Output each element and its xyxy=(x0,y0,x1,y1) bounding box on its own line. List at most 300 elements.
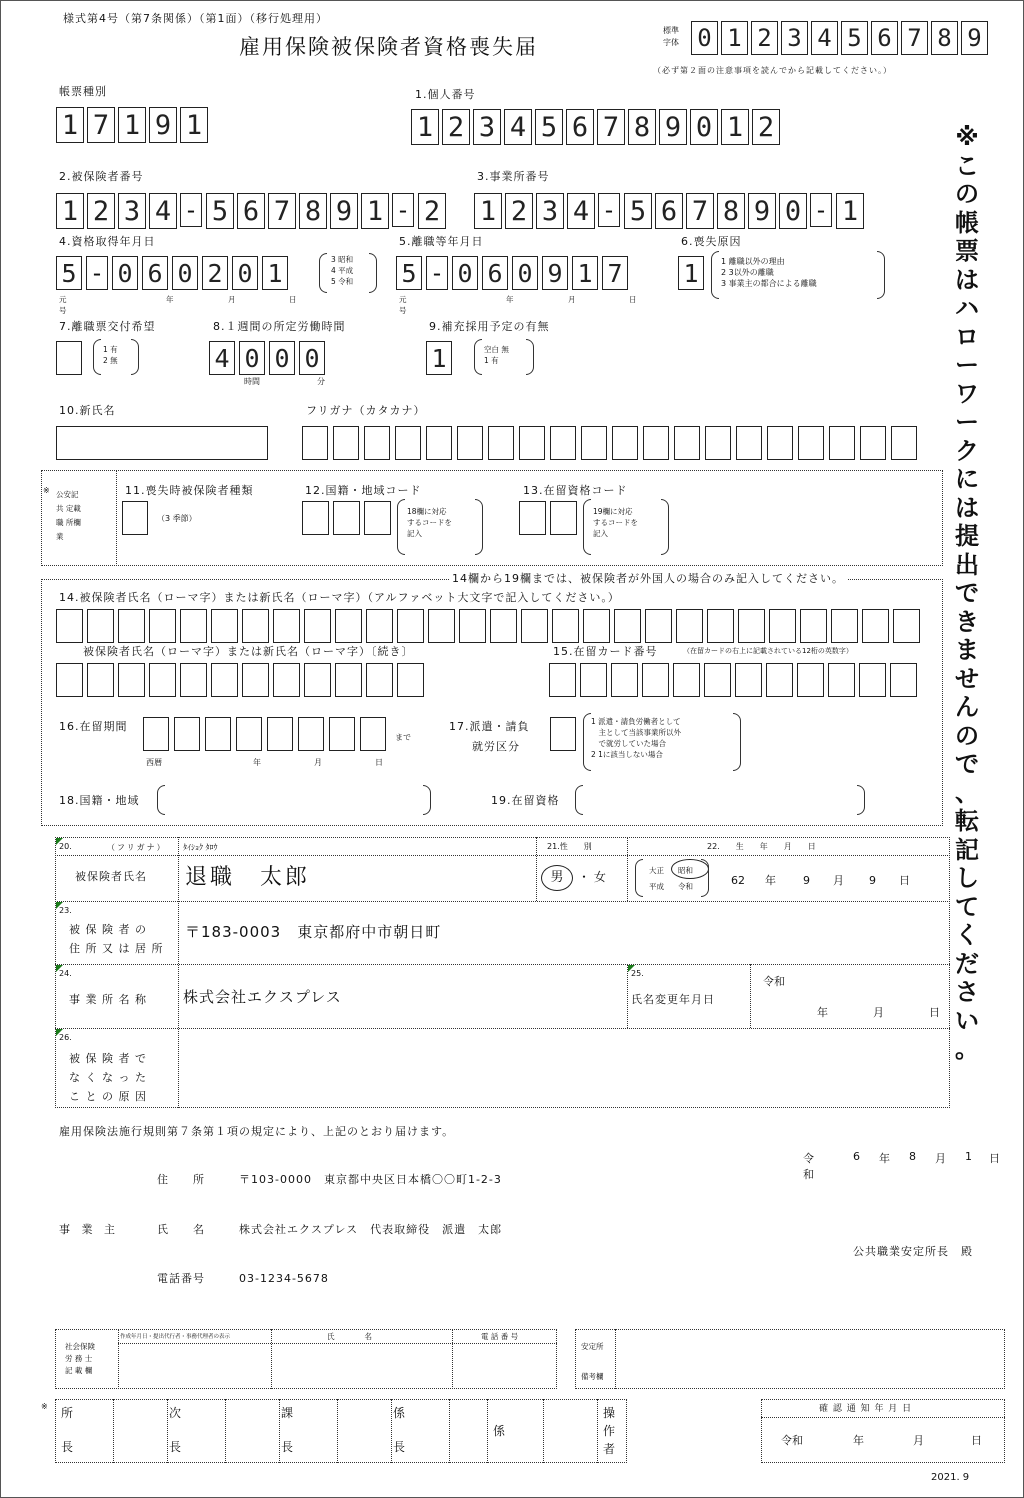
option-line: 1 離職以外の理由 xyxy=(721,257,785,266)
chg-y: 年 xyxy=(817,1006,828,1019)
date-sub: 月 xyxy=(228,295,236,304)
roman-char-box[interactable] xyxy=(552,609,579,643)
side-char: で xyxy=(955,750,979,778)
digit-box[interactable]: 5 xyxy=(535,109,563,145)
kana-char-box[interactable] xyxy=(767,426,793,460)
card-char-box[interactable] xyxy=(704,663,731,697)
digit-box[interactable]: 2 xyxy=(418,193,446,229)
roman-char-box[interactable] xyxy=(87,663,114,697)
roman-char-box[interactable] xyxy=(242,663,269,697)
kana-char-box[interactable] xyxy=(550,426,576,460)
option-line: 記入 xyxy=(593,529,608,538)
birth-dd[interactable]: 9 xyxy=(869,874,876,887)
option-line: 職 所欄 xyxy=(56,518,81,527)
period-digit-box[interactable] xyxy=(236,717,262,751)
loss-cause-field[interactable] xyxy=(181,1031,946,1105)
l20: 20. xyxy=(59,842,72,851)
digit-box[interactable]: 9 xyxy=(149,107,177,143)
sep-date-boxes[interactable] xyxy=(396,256,632,290)
digit-box[interactable]: 1 xyxy=(361,193,389,229)
card-char-box[interactable] xyxy=(859,663,886,697)
ao-header-1: 安定所 xyxy=(581,1342,604,1351)
l26: 26. xyxy=(59,1033,72,1042)
kana-header: （フリガナ） xyxy=(107,843,167,852)
personal-no-boxes[interactable] xyxy=(411,109,783,145)
digit-box[interactable]: 2 xyxy=(442,109,470,145)
stamp-label: 者 xyxy=(603,1442,616,1456)
version: 2021. 9 xyxy=(931,1472,970,1483)
card-char-box[interactable] xyxy=(735,663,762,697)
dash-box: - xyxy=(86,256,108,290)
l17-box[interactable] xyxy=(550,717,576,751)
std-digit: 6 xyxy=(871,21,898,55)
digit-box[interactable]: 5 xyxy=(624,193,652,229)
kana-char-box[interactable] xyxy=(302,426,328,460)
card-char-box[interactable] xyxy=(828,663,855,697)
l12-label: 12.国籍・地域コード xyxy=(305,484,422,497)
sr-col-2 xyxy=(271,1329,272,1389)
office-value[interactable]: 株式会社エクスプレス xyxy=(183,988,342,1006)
office-use-labels xyxy=(56,488,111,544)
employer-label: 事 業 主 xyxy=(59,1223,119,1236)
side-char: い xyxy=(955,1006,979,1035)
roman-char-box[interactable] xyxy=(335,663,362,697)
option-line: で就労していた場合 xyxy=(591,739,666,748)
name-value[interactable]: 退職 太郎 xyxy=(185,865,311,890)
confirm-d: 日 xyxy=(971,1434,982,1447)
refill-bracket-r xyxy=(526,339,534,375)
emp-name-value[interactable]: 株式会社エクスプレス 代表取締役 派遣 太郎 xyxy=(239,1223,503,1236)
roman-char-box[interactable] xyxy=(180,609,207,643)
period-digit-box[interactable] xyxy=(360,717,386,751)
side-char: に xyxy=(955,465,979,493)
kana-char-box[interactable] xyxy=(798,426,824,460)
digit-box[interactable]: 5 xyxy=(56,256,82,290)
option-line: するコードを xyxy=(593,518,638,527)
period-digit-box[interactable] xyxy=(143,717,169,751)
col-line-2 xyxy=(536,837,537,901)
side-char: は xyxy=(955,493,979,522)
roman-char-box[interactable] xyxy=(366,663,393,697)
roman-char-box[interactable] xyxy=(180,663,207,697)
side-char: ロ xyxy=(955,322,979,351)
digit-box[interactable]: 3 xyxy=(473,109,501,145)
addr-header-1: 被 保 険 者 の xyxy=(69,923,147,936)
sex-male[interactable]: 男 xyxy=(541,865,573,891)
roman-char-box[interactable] xyxy=(56,609,83,643)
digit-box[interactable]: 1 xyxy=(721,109,749,145)
l16-until: まで xyxy=(395,733,411,742)
digit-box[interactable]: 5 xyxy=(396,256,422,290)
stamp-divider xyxy=(337,1399,338,1463)
side-char: ー xyxy=(955,351,979,379)
side-char: ワ xyxy=(955,379,979,408)
stamp-mark: ※ xyxy=(41,1402,48,1411)
new-name-kana-boxes[interactable] xyxy=(302,426,922,460)
digit-box[interactable]: 1 xyxy=(56,107,84,143)
l17-bracket-l xyxy=(583,713,591,771)
chg-d: 日 xyxy=(929,1006,940,1019)
acq-date-label: 4.資格取得年月日 xyxy=(59,235,156,248)
kana-char-box[interactable] xyxy=(612,426,638,460)
sr-header xyxy=(65,1341,95,1377)
l13-option xyxy=(593,506,638,539)
stamp-label: 次 xyxy=(169,1406,182,1420)
option-line: 1 派遣・請負労働者として xyxy=(591,717,681,726)
sep-slip-box[interactable] xyxy=(56,341,82,375)
roman-char-box[interactable] xyxy=(397,663,424,697)
std-digit: 2 xyxy=(751,21,778,55)
digit-box[interactable]: 1 xyxy=(411,109,439,145)
refill-box[interactable]: 1 xyxy=(426,341,452,375)
dash-box: - xyxy=(180,193,202,227)
digit-box[interactable]: 6 xyxy=(482,256,508,290)
kana-char-box[interactable] xyxy=(581,426,607,460)
tel-label: 電話番号 xyxy=(157,1272,205,1285)
side-char: く xyxy=(955,921,979,949)
period-digit-box[interactable] xyxy=(298,717,324,751)
kana-char-box[interactable] xyxy=(395,426,421,460)
date-sub: 元号 xyxy=(59,295,67,315)
kana-char-box[interactable] xyxy=(364,426,390,460)
sr-row xyxy=(118,1343,557,1344)
roman-char-box[interactable] xyxy=(862,609,889,643)
std-digit: 0 xyxy=(691,21,718,55)
name-change-header: 氏名変更年月日 xyxy=(631,993,715,1006)
kana-char-box[interactable] xyxy=(643,426,669,460)
addr-value[interactable]: 〒183-0003 東京都府中市朝日町 xyxy=(185,923,442,941)
l18-field-r xyxy=(423,785,431,815)
roman-char-box[interactable] xyxy=(676,609,703,643)
era-showa: 昭和 xyxy=(678,866,693,875)
roman-char-box[interactable] xyxy=(645,609,672,643)
office-no-boxes[interactable] xyxy=(474,193,867,229)
option-line: 公安記 xyxy=(56,490,79,499)
roman-char-box[interactable] xyxy=(738,609,765,643)
digit-box[interactable]: 0 xyxy=(172,256,198,290)
birth-yy[interactable]: 62 xyxy=(731,874,745,887)
form-number: 様式第4号（第7条関係）（第1面）（移行処理用） xyxy=(63,12,328,25)
date-sub: 年 xyxy=(166,295,174,304)
stamp-divider xyxy=(113,1399,114,1463)
confirm-header: 確 認 通 知 年 月 日 xyxy=(819,1404,913,1414)
card-char-box[interactable] xyxy=(611,663,638,697)
roman-char-box[interactable] xyxy=(211,663,238,697)
digit-box[interactable]: 2 xyxy=(202,256,228,290)
date-sub: 年 xyxy=(506,295,514,304)
digit-box[interactable]: 6 xyxy=(237,193,265,229)
birth-mm[interactable]: 9 xyxy=(803,874,810,887)
stamp-divider xyxy=(449,1399,450,1463)
roman-char-box[interactable] xyxy=(149,663,176,697)
roman-char-box[interactable] xyxy=(583,609,610,643)
ao-col xyxy=(615,1329,616,1389)
dash-box: - xyxy=(810,193,832,227)
l14-boxes[interactable] xyxy=(56,609,924,643)
l15-label: 15.在留カード番号 xyxy=(553,645,658,658)
digit-box[interactable]: 0 xyxy=(239,341,265,375)
roman-char-box[interactable] xyxy=(304,609,331,643)
digit-box[interactable]: 8 xyxy=(299,193,327,229)
option-line: 主として当該事業所以外 xyxy=(591,728,681,737)
form-type-label: 帳票種別 xyxy=(59,85,107,98)
cause-bracket-l xyxy=(711,251,719,299)
foreign-note: 14欄から19欄までは、被保険者が外国人の場合のみ記入してください。 xyxy=(449,573,847,584)
digit-box[interactable]: 0 xyxy=(269,341,295,375)
period-digit-box[interactable] xyxy=(267,717,293,751)
addressee: 公共職業安定所長 殿 xyxy=(853,1245,973,1258)
digit-box[interactable]: 2 xyxy=(752,109,780,145)
kana-char-box[interactable] xyxy=(860,426,886,460)
roman-char-box[interactable] xyxy=(397,609,424,643)
option-line: 2 1に該当しない場合 xyxy=(591,750,663,759)
roman-char-box[interactable] xyxy=(490,609,517,643)
birth-d: 日 xyxy=(899,874,910,887)
card-char-box[interactable] xyxy=(549,663,576,697)
stamp-label: 課 xyxy=(281,1406,294,1420)
digit-box[interactable]: 7 xyxy=(268,193,296,229)
digit-box[interactable]: 1 xyxy=(474,193,502,229)
roman-char-box[interactable] xyxy=(707,609,734,643)
roman-char-box[interactable] xyxy=(118,663,145,697)
l11-box[interactable] xyxy=(122,501,148,535)
l14b-label: 被保険者氏名（ローマ字）または新氏名（ローマ字）〔続き〕 xyxy=(83,645,414,658)
roman-char-box[interactable] xyxy=(118,609,145,643)
digit-box[interactable]: 1 xyxy=(180,107,208,143)
digit-box[interactable]: 7 xyxy=(597,109,625,145)
row-line-1 xyxy=(55,901,950,902)
row-line-kana xyxy=(55,855,950,856)
period-digit-box[interactable] xyxy=(329,717,355,751)
card-char-box[interactable] xyxy=(766,663,793,697)
col-line-4 xyxy=(627,964,628,1028)
cause-options xyxy=(721,256,817,289)
roman-char-box[interactable] xyxy=(335,609,362,643)
kana-char-box[interactable] xyxy=(705,426,731,460)
period-digit-box[interactable] xyxy=(174,717,200,751)
roman-char-box[interactable] xyxy=(273,663,300,697)
roman-char-box[interactable] xyxy=(242,609,269,643)
roman-char-box[interactable] xyxy=(614,609,641,643)
l25: 25. xyxy=(631,969,644,978)
name-header: 被保険者氏名 xyxy=(75,870,147,883)
decl-date-part: 月 xyxy=(935,1152,946,1165)
new-name-input[interactable] xyxy=(56,426,268,460)
l15-boxes[interactable] xyxy=(549,663,921,697)
insured-no-label: 2.被保険者番号 xyxy=(59,170,144,183)
kana-char-box[interactable] xyxy=(891,426,917,460)
l13-bracket-l xyxy=(583,499,591,555)
kana-char-box[interactable] xyxy=(736,426,762,460)
stamp-divider xyxy=(487,1399,488,1463)
digit-box[interactable]: 1 xyxy=(56,193,84,229)
digit-box[interactable]: 4 xyxy=(504,109,532,145)
office-no-label: 3.事業所番号 xyxy=(477,170,550,183)
roman-char-box[interactable] xyxy=(800,609,827,643)
option-line: 18欄に対応 xyxy=(407,507,447,516)
option-line: 社会保険 xyxy=(65,1342,95,1351)
era-taisho: 大正 xyxy=(649,866,664,875)
card-char-box[interactable] xyxy=(642,663,669,697)
roman-char-box[interactable] xyxy=(149,609,176,643)
roman-char-box[interactable] xyxy=(831,609,858,643)
l13-boxes[interactable] xyxy=(519,501,581,535)
sep-slip-label: 7.離職票交付希望 xyxy=(59,320,156,333)
digit-box[interactable]: 3 xyxy=(536,193,564,229)
digit-box[interactable]: 9 xyxy=(330,193,358,229)
kana-char-box[interactable] xyxy=(488,426,514,460)
digit-box[interactable]: 0 xyxy=(112,256,138,290)
l19-field-l[interactable] xyxy=(575,785,583,815)
option-line: 4 平成 xyxy=(331,266,354,275)
kana-char-box[interactable] xyxy=(457,426,483,460)
side-char: ー xyxy=(955,408,979,436)
digit-box[interactable]: 4 xyxy=(567,193,595,229)
roman-char-box[interactable] xyxy=(366,609,393,643)
digit-box[interactable]: 6 xyxy=(566,109,594,145)
card-char-box[interactable] xyxy=(580,663,607,697)
digit-box[interactable]: 9 xyxy=(659,109,687,145)
digit-box[interactable]: 4 xyxy=(149,193,177,229)
emp-addr-label: 住 所 xyxy=(157,1173,205,1186)
roman-char-box[interactable] xyxy=(428,609,455,643)
acq-date-boxes[interactable] xyxy=(56,256,292,290)
digit-box[interactable]: 6 xyxy=(142,256,168,290)
l12-boxes[interactable] xyxy=(302,501,395,535)
era-bracket-l xyxy=(635,859,643,897)
option-line: 記 載 欄 xyxy=(65,1366,93,1375)
chg-m: 月 xyxy=(873,1006,884,1019)
digit-box[interactable]: 2 xyxy=(505,193,533,229)
side-char: さ xyxy=(955,978,979,1006)
chg-reiwa: 令和 xyxy=(763,975,785,988)
digit-box[interactable]: 0 xyxy=(232,256,258,290)
digit-box[interactable]: 7 xyxy=(686,193,714,229)
date-sub: 日 xyxy=(629,295,637,304)
digit-box[interactable]: 7 xyxy=(87,107,115,143)
side-char: は xyxy=(955,265,979,294)
digit-box[interactable]: 0 xyxy=(299,341,325,375)
digit-box[interactable]: 1 xyxy=(262,256,288,290)
card-char-box[interactable] xyxy=(890,663,917,697)
digit-box[interactable]: 0 xyxy=(690,109,718,145)
std-digit: 8 xyxy=(931,21,958,55)
l12-bracket-l xyxy=(397,499,405,555)
digit-box[interactable]: 0 xyxy=(512,256,538,290)
side-char: せ xyxy=(955,664,979,693)
tel-value[interactable]: 03-1234-5678 xyxy=(239,1272,329,1285)
kana-char-box[interactable] xyxy=(829,426,855,460)
card-char-box[interactable] xyxy=(673,663,700,697)
l21: 21.性 別 xyxy=(547,842,592,851)
kana-char-box[interactable] xyxy=(519,426,545,460)
form-title: 雇用保険被保険者資格喪失届 xyxy=(239,35,538,59)
roman-char-box[interactable] xyxy=(87,609,114,643)
roman-char-box[interactable] xyxy=(273,609,300,643)
digit-box[interactable]: 9 xyxy=(542,256,568,290)
std-digit: 5 xyxy=(841,21,868,55)
decl-date-part: 8 xyxy=(909,1150,916,1163)
card-char-box[interactable] xyxy=(797,663,824,697)
office-use-mark: ※ xyxy=(43,486,50,495)
roman-char-box[interactable] xyxy=(459,609,486,643)
stamp-divider xyxy=(597,1399,598,1463)
stamp-divider xyxy=(543,1399,544,1463)
digit-box[interactable]: 5 xyxy=(206,193,234,229)
era-reiwa: 令和 xyxy=(678,882,693,891)
stamp-label: 係 xyxy=(493,1424,506,1438)
dash-box: - xyxy=(426,256,448,290)
roman-char-box[interactable] xyxy=(521,609,548,643)
roman-char-box[interactable] xyxy=(211,609,238,643)
kana-label: フリガナ（カタカナ） xyxy=(306,404,426,417)
digit-box[interactable]: 1 xyxy=(118,107,146,143)
stamp-label: 長 xyxy=(393,1440,406,1454)
digit-box[interactable]: 8 xyxy=(717,193,745,229)
digit-box[interactable]: 6 xyxy=(655,193,683,229)
digit-box[interactable]: 0 xyxy=(779,193,807,229)
std-label: 標準 xyxy=(663,26,679,35)
roman-char-box[interactable] xyxy=(56,663,83,697)
digit-box[interactable]: 0 xyxy=(452,256,478,290)
l14b-boxes[interactable] xyxy=(56,663,428,697)
hours-sub: 時間 xyxy=(244,377,260,386)
kana-value[interactable]: ﾀｲｼｮｸ ﾀﾛｳ xyxy=(183,843,218,852)
digit-box[interactable]: 1 xyxy=(572,256,598,290)
kana-char-box[interactable] xyxy=(426,426,452,460)
digit-box[interactable]: 7 xyxy=(602,256,628,290)
side-char: て xyxy=(955,892,979,921)
office-header: 事 業 所 名 称 xyxy=(69,993,147,1006)
l16-boxes[interactable] xyxy=(143,717,391,751)
decl-date-part: 年 xyxy=(879,1152,890,1165)
stamp-divider xyxy=(167,1399,168,1463)
roman-char-box[interactable] xyxy=(304,663,331,697)
l22: 22. 生 年 月 日 xyxy=(707,842,816,851)
form-type-boxes[interactable] xyxy=(56,107,211,143)
weekly-hours-boxes[interactable] xyxy=(209,341,329,375)
insured-no-boxes[interactable] xyxy=(56,193,449,229)
kana-char-box[interactable] xyxy=(333,426,359,460)
side-char: ク xyxy=(955,436,979,465)
sr-col-h3: 電 話 番 号 xyxy=(481,1332,519,1341)
std-digit: 9 xyxy=(961,21,988,55)
digit-box[interactable]: 9 xyxy=(748,193,776,229)
confirm-m: 月 xyxy=(913,1434,924,1447)
digit-box[interactable]: 3 xyxy=(118,193,146,229)
l18-field-l[interactable] xyxy=(157,785,165,815)
emp-name-label: 氏 名 xyxy=(157,1223,205,1236)
side-char: の xyxy=(955,180,979,208)
std-digit: 1 xyxy=(721,21,748,55)
digit-box[interactable]: 2 xyxy=(87,193,115,229)
digit-box[interactable]: 4 xyxy=(209,341,235,375)
side-char: し xyxy=(955,864,979,892)
period-digit-box[interactable] xyxy=(205,717,231,751)
roman-char-box[interactable] xyxy=(769,609,796,643)
sex-female[interactable]: ・ 女 xyxy=(578,870,606,884)
emp-addr-value[interactable]: 〒103-0000 東京都中央区日本橋〇〇町1-2-3 xyxy=(239,1173,502,1186)
kana-char-box[interactable] xyxy=(674,426,700,460)
side-char: だ xyxy=(955,949,979,978)
l24: 24. xyxy=(59,969,72,978)
digit-box[interactable]: 8 xyxy=(628,109,656,145)
stamp-label: 操 xyxy=(603,1406,616,1420)
digit-box[interactable]: 1 xyxy=(836,193,864,229)
cause-box[interactable]: 1 xyxy=(678,256,704,290)
roman-char-box[interactable] xyxy=(893,609,920,643)
option-line: 業 xyxy=(56,532,64,541)
